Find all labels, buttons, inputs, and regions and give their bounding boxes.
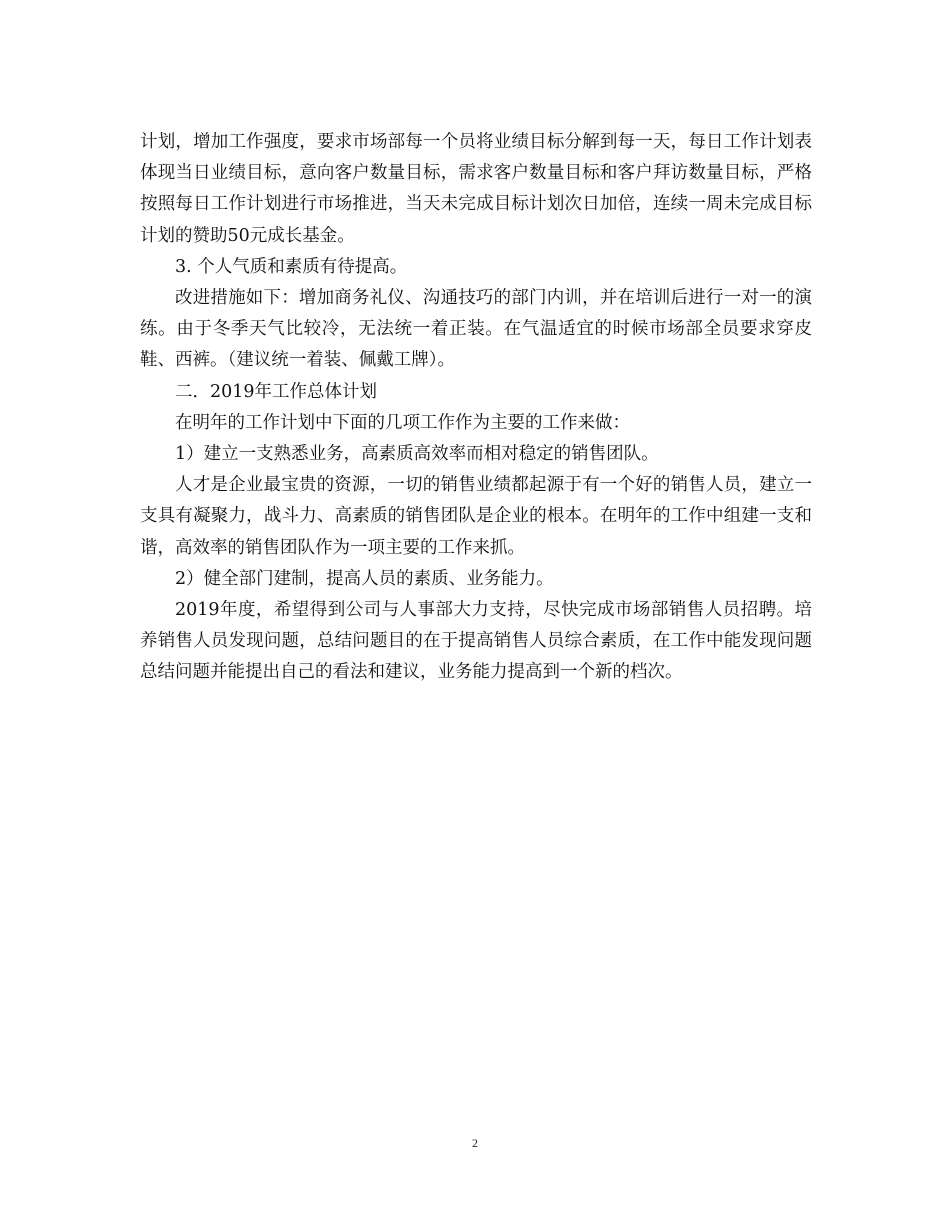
paragraph-task-breakdown: 计划，增加工作强度，要求市场部每一个员将业绩目标分解到每一天，每日工作计划表体现当日业绩目标，意向客户数量目标，需求客户数量目标和客户拜访数量目标，严格按照每日工作计划进行市场推进，当天未完成目标计划次日加倍，连续一周未完成目标计划的赞助50元成长基金。 [140, 132, 812, 246]
document-body [140, 127, 812, 689]
paragraph-plan-intro: 在明年的工作计划中下面的几项工作作为主要的工作来做： [175, 412, 630, 433]
plan-item-2-heading: 2）健全部门建制，提高人员的素质、业务能力。 [175, 568, 554, 589]
paragraph-2019-recruitment: 2019年度，希望得到公司与人事部大力支持，尽快完成市场部销售人员招聘。培养销售人员发现问题，总结问题目的在于提高销售人员综合素质，在工作中能发现问题总结问题并能提出自己的看法和建议，业务能力提高到一个新的档次。 [140, 600, 812, 683]
plan-item-1-heading: 1）建立一支熟悉业务，高素质高效率而相对稳定的销售团队。 [175, 444, 659, 465]
page-number: 2 [472, 1136, 478, 1150]
paragraph-improvement-measures: 改进措施如下：增加商务礼仪、沟通技巧的部门内训，并在培训后进行一对一的演练。由于冬季天气比较冷，无法统一着正装。在气温适宜的时候市场部全员要求穿皮鞋、西裤。（建议统一着装、佩戴工牌）。 [140, 288, 812, 371]
section-heading-2019-plan: 二．2019年工作总体计划 [175, 381, 378, 402]
paragraph-talent: 人才是企业最宝贵的资源，一切的销售业绩都起源于有一个好的销售人员，建立一支具有凝聚力，战斗力、高素质的销售团队是企业的根本。在明年的工作中组建一支和谐，高效率的销售团队作为一项主要的工作来抓。 [140, 475, 812, 558]
paragraph-heading-personal-quality: 3. 个人气质和素质有待提高。 [175, 256, 408, 277]
